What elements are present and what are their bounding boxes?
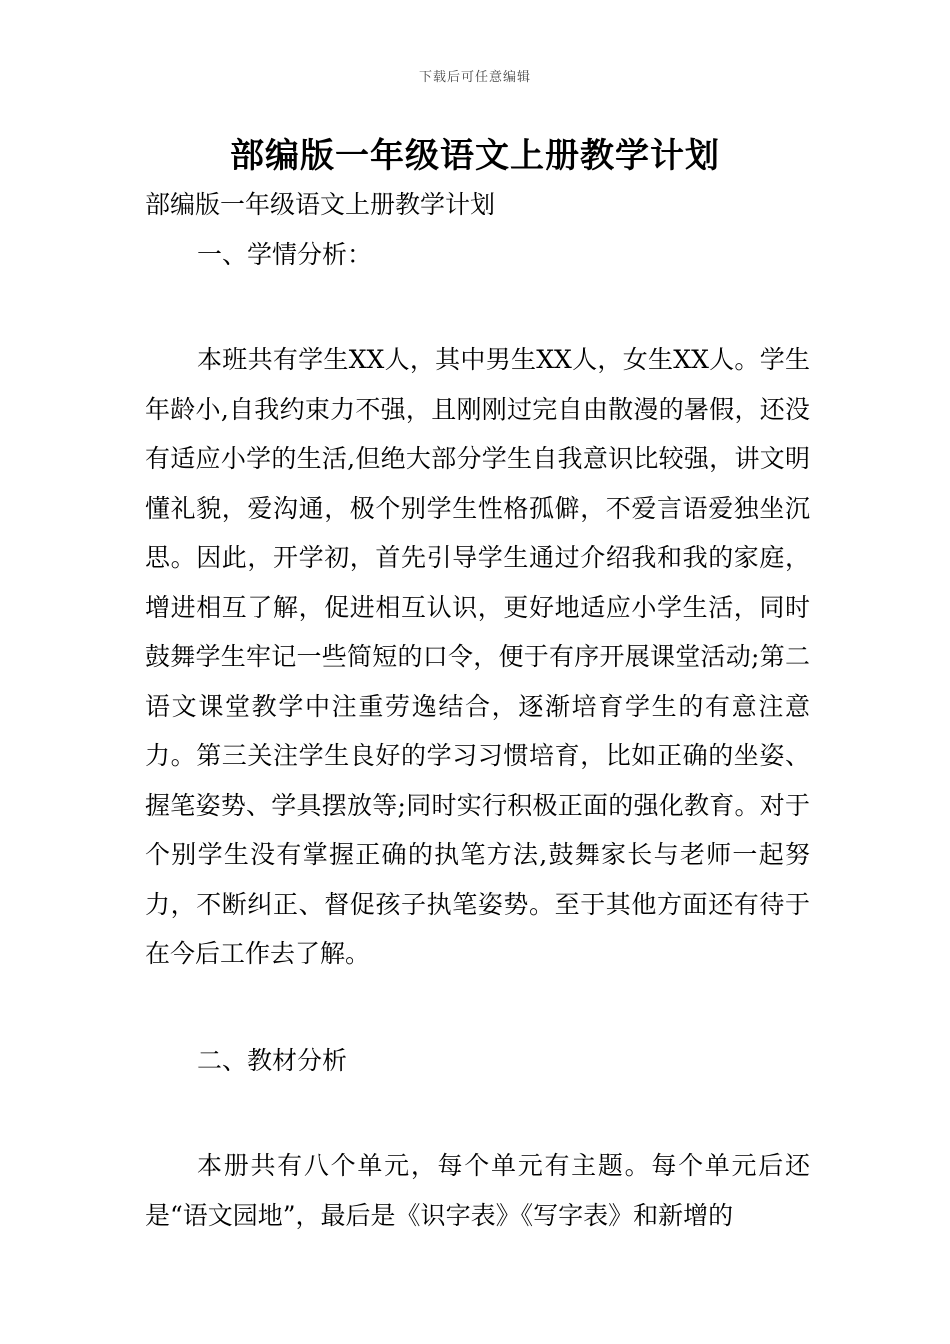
spacer — [145, 279, 810, 335]
document-title: 部编版一年级语文上册教学计划 — [230, 136, 720, 176]
document-body — [145, 180, 810, 1240]
spacer — [145, 979, 810, 1036]
page-header-note: 下载后可任意编辑 — [418, 70, 531, 85]
section-heading-textbook-analysis: 二、教材分析 — [197, 1045, 348, 1075]
section-heading-student-analysis: 一、学情分析： — [197, 239, 373, 269]
section-paragraph-textbook-analysis: 本册共有八个单元，每个单元有主题。每个单元后还是“语文园地”，最后是《识字表》《写字表》和新增的 — [145, 1151, 810, 1230]
spacer — [145, 1085, 810, 1141]
section-paragraph-student-analysis: 本班共有学生XX人，其中男生XX人，女生XX人。学生年龄小,自我约束力不强，且刚刚过完自由散漫的暑假，还没有适应小学的生活,但绝大部分学生自我意识比较强，讲文明懂礼貌，爱沟通，极个别学生性格孤僻，不爱言语爱独坐沉思。因此，开学初，首先引导学生通过介绍我和我的家庭，增进相互了解，促进相互认识，更好地适应小学生活，同时鼓舞学生牢记一些简短的口令，便于有序开展课堂活动;第二语文课堂教学中注重劳逸结合，逐渐培育学生的有意注意力。第三关注学生良好的学习习惯培育，比如正确的坐姿、握笔姿势、学具摆放等;同时实行积极正面的强化教育。对于个别学生没有掌握正确的执笔方法,鼓舞家长与老师一起努力，不断纠正、督促孩子执笔姿势。至于其他方面还有待于在今后工作去了解。 — [145, 345, 810, 968]
document-subtitle: 部编版一年级语文上册教学计划 — [145, 190, 496, 219]
